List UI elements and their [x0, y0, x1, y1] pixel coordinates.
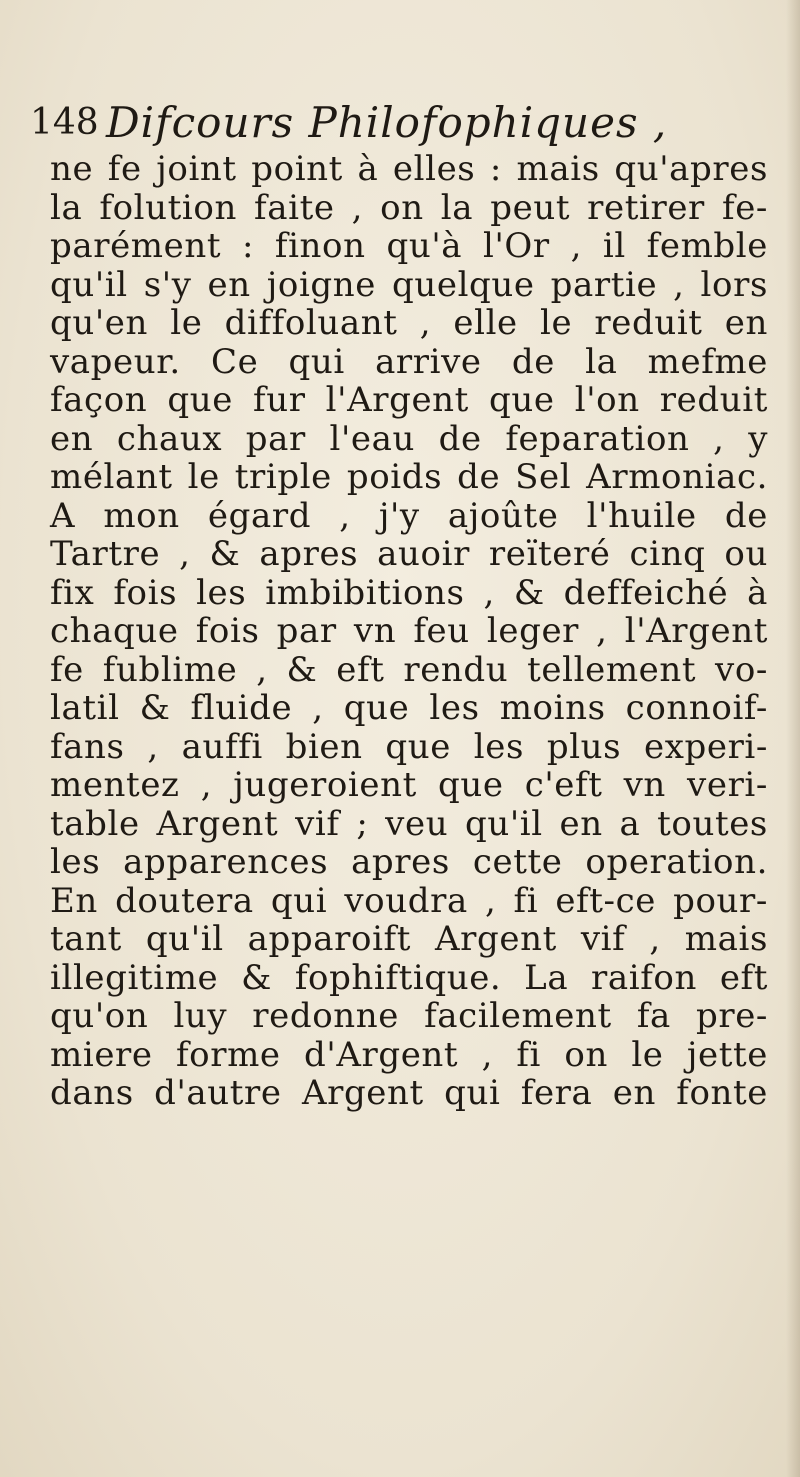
text-line: parément : finon qu'à l'Or , il femble [50, 226, 768, 266]
text-line: A mon égard , j'y ajoûte l'huile de [50, 495, 768, 536]
text-line: qu'il s'y en joigne quelque partie , lors [50, 264, 768, 305]
text-line: mentez , jugeroient que c'eft vn veri- [50, 765, 768, 805]
text-line: la folution faite , on la peut retirer fe- [50, 187, 768, 228]
text-line: fans , auffi bien que les plus experi- [50, 726, 768, 767]
text-line: qu'on luy redonne facilement fa pre- [50, 996, 768, 1036]
page-header [30, 98, 770, 154]
text-line: ne fe joint point à elles : mais qu'apres [50, 149, 768, 189]
text-line: table Argent vif ; veu qu'il en a toutes [50, 803, 768, 844]
page-number: 148 [30, 102, 99, 143]
text-line: mélant le triple poids de Sel Armoniac. [50, 457, 768, 497]
text-line: tant qu'il apparoift Argent vif , mais [50, 919, 768, 959]
text-line: vapeur. Ce qui arrive de la mefme [50, 341, 768, 382]
text-line: en chaux par l'eau de feparation , y [50, 418, 768, 459]
text-line: fe fublime , & eft rendu tellement vo- [50, 649, 768, 690]
text-line: les apparences apres cette operation. [50, 842, 768, 882]
page-edge-shadow [786, 0, 800, 1477]
text-line: latil & fluide , que les moins connoif- [50, 688, 768, 728]
text-line: façon que fur l'Argent que l'on reduit [50, 380, 768, 420]
body-text [50, 150, 768, 1113]
text-line: fix fois les imbibitions , & deffeiché à [50, 572, 768, 613]
text-line: chaque fois par vn feu leger , l'Argent [50, 611, 768, 651]
text-line: qu'en le diffoluant , elle le reduit en [50, 303, 768, 343]
text-line: Tartre , & apres auoir reïteré cinq ou [50, 534, 768, 574]
text-line: miere forme d'Argent , fi on le jette [50, 1034, 768, 1075]
running-head: Difcours Philofophiques , [106, 98, 668, 147]
text-line: En doutera qui voudra , fi eft-ce pour- [50, 880, 768, 921]
text-line: dans d'autre Argent qui fera en fonte [50, 1073, 768, 1113]
text-line: illegitime & fophiftique. La raifon eft [50, 957, 768, 998]
